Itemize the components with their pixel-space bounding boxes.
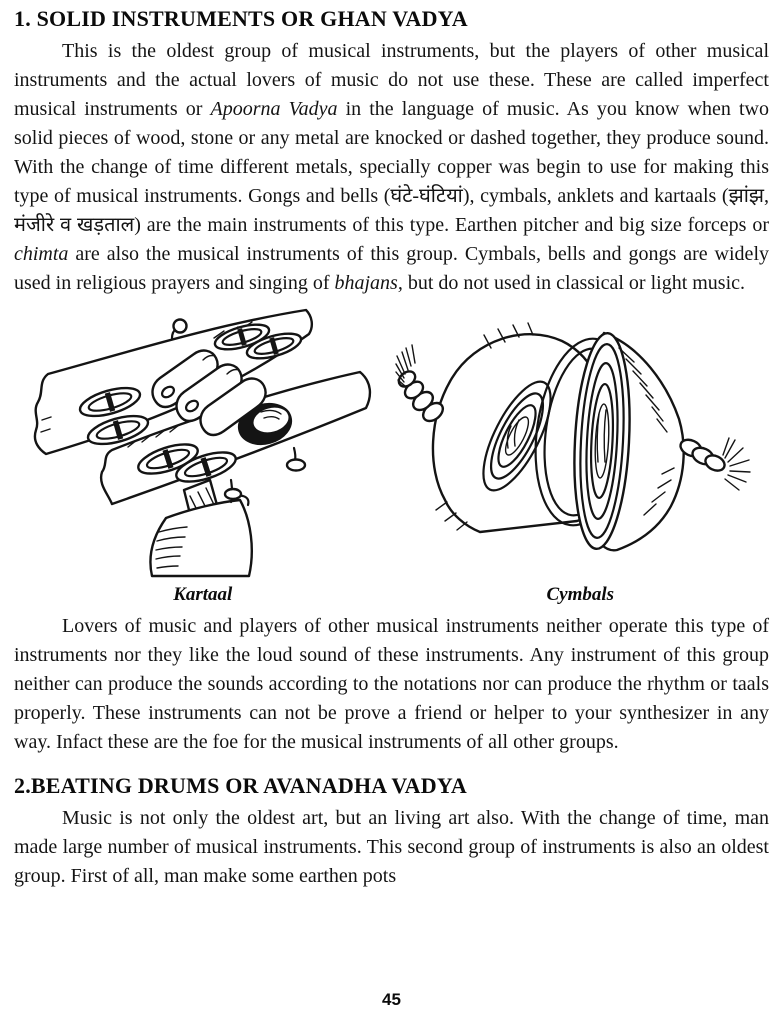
italic-term-apoorna-vadya: Apoorna Vadya: [210, 98, 338, 120]
right-rope: [678, 437, 750, 490]
kartaal-caption: Kartaal: [173, 584, 233, 605]
left-rope: [396, 345, 446, 425]
kartaal-sleeve: [150, 496, 251, 576]
section-1-heading: 1. SOLID INSTRUMENTS OR GHAN VADYA: [14, 6, 468, 31]
italic-term-bhajans: bhajans,: [334, 272, 403, 294]
page-number: 45: [382, 990, 401, 1009]
cymbals-figure: [392, 304, 770, 608]
paragraph-segment: but do not used in classical or light music.: [402, 272, 746, 294]
right-cymbal: [570, 332, 684, 551]
italic-term-chimta: chimta: [14, 243, 69, 265]
cymbals-illustration: [395, 314, 765, 558]
figure-row: [14, 304, 769, 608]
paragraph-segment: in the language of music. As you know when two solid pieces of wood, stone or any metal are knocked or dashed together, they produce sound. With the change of time different metals, specially copper was begin to use for making this type of musical instruments. Gongs and bells (घंटे-घंटियां), cymbals, anklets and kartaals (झांझ, मंजीरे व खड़ताल) are the main instruments of this type. Earthen pitcher and big size forceps or: [14, 98, 769, 236]
paragraph-segment: This is the oldest group of musical instruments, but the players of other musical instruments and the actual lovers of music do not use these. These are called imperfect musical instruments or: [14, 40, 769, 120]
section-1-closing-paragraph: Lovers of music and players of other musical instruments neither operate this type of instruments nor they like the loud sound of these instruments. Any instrument of this group neither can produce the sounds according to the notations nor can produce the rhythm or taals properly. These instruments can not be prove a friend or helper to your synthesizer in any way. Infact these are the foe for the musical instruments of all other groups.: [14, 615, 769, 753]
cymbals-caption: Cymbals: [546, 584, 615, 605]
section-2-paragraph: Music is not only the oldest art, but an living art also. With the change of time, man made large number of musical instruments. This second group of instruments is also an oldest group. First of all, man make some earthen pots: [14, 807, 769, 887]
section-2-heading: 2.BEATING DRUMS OR AVANADHA VADYA: [14, 773, 468, 798]
section-1-paragraph: [14, 37, 769, 298]
kartaal-figure: [14, 304, 392, 608]
kartaal-illustration: [28, 304, 378, 578]
paragraph-segment: are also the musical instruments of this group. Cymbals, bells and gongs are widely used in religious prayers and singing of: [14, 243, 769, 294]
